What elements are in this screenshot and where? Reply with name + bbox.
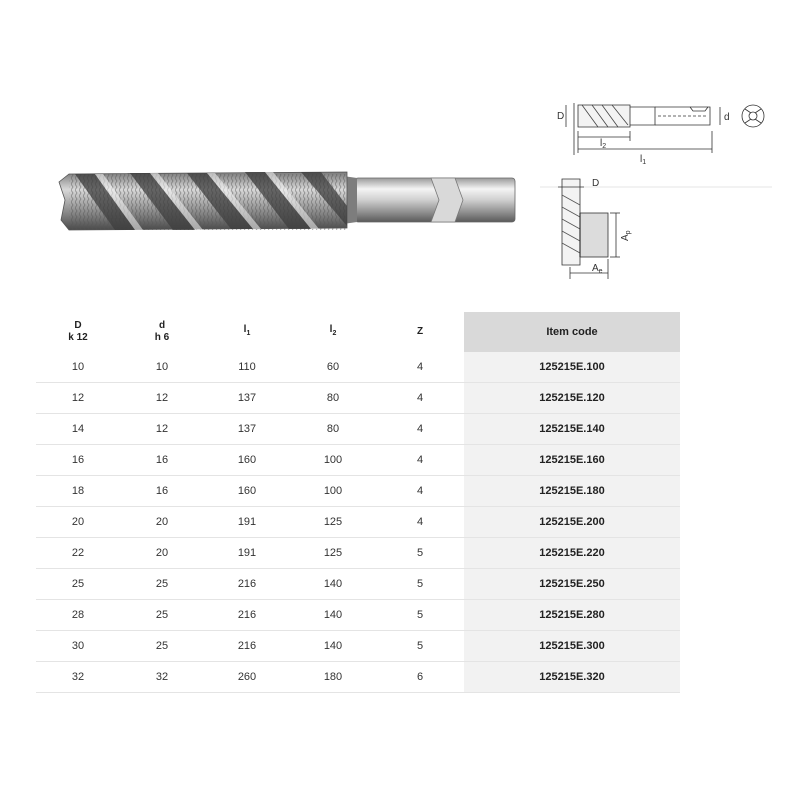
cell-d: 32 (120, 662, 204, 693)
cell-item-code[interactable]: 125215E.100 (464, 352, 680, 383)
table-row (36, 507, 680, 538)
cell-D: 10 (36, 352, 120, 383)
engagement-view-drawing (558, 179, 620, 279)
cell-l1: 216 (204, 569, 290, 600)
cell-D: 25 (36, 569, 120, 600)
cell-d: 20 (120, 507, 204, 538)
header-z: Z (416, 326, 424, 337)
cell-z: 5 (376, 600, 464, 631)
table-row (36, 600, 680, 631)
table-row (36, 383, 680, 414)
cell-z: 5 (376, 569, 464, 600)
cell-item-code[interactable]: 125215E.300 (464, 631, 680, 662)
table-row (36, 352, 680, 383)
side-view-drawing (566, 103, 764, 155)
cell-l2: 80 (290, 383, 376, 414)
cell-z: 5 (376, 631, 464, 662)
cell-l1: 191 (204, 538, 290, 569)
cell-d: 16 (120, 476, 204, 507)
cell-l1: 216 (204, 631, 290, 662)
cell-l2: 140 (290, 600, 376, 631)
cell-l1: 191 (204, 507, 290, 538)
cell-l1: 216 (204, 600, 290, 631)
cell-l1: 260 (204, 662, 290, 693)
cell-D: 32 (36, 662, 120, 693)
cell-l2: 125 (290, 538, 376, 569)
cell-l1: 160 (204, 476, 290, 507)
cell-item-code[interactable]: 125215E.250 (464, 569, 680, 600)
cell-d: 12 (120, 383, 204, 414)
cell-l1: 137 (204, 414, 290, 445)
cell-item-code[interactable]: 125215E.320 (464, 662, 680, 693)
spec-table (36, 312, 680, 693)
label-D-bottom: D (592, 178, 600, 189)
label-ae: $A_e$ (592, 263, 603, 275)
cell-l2: 140 (290, 569, 376, 600)
cell-d: 25 (120, 600, 204, 631)
header-l1: $l_1$ (243, 324, 251, 337)
cell-d: 25 (120, 631, 204, 662)
table-header-row (36, 312, 680, 352)
label-ap: $A_p$ (620, 230, 632, 241)
cell-l1: 160 (204, 445, 290, 476)
table-row (36, 631, 680, 662)
cell-item-code[interactable]: 125215E.280 (464, 600, 680, 631)
cell-item-code[interactable]: 125215E.180 (464, 476, 680, 507)
cell-d: 20 (120, 538, 204, 569)
cell-item-code[interactable]: 125215E.140 (464, 414, 680, 445)
cell-item-code[interactable]: 125215E.160 (464, 445, 680, 476)
table-row (36, 569, 680, 600)
label-l2: $l_2$ (600, 138, 607, 150)
table-row (36, 662, 680, 693)
cell-z: 4 (376, 414, 464, 445)
cell-z: 4 (376, 352, 464, 383)
cell-D: 22 (36, 538, 120, 569)
cell-l1: 110 (204, 352, 290, 383)
table-row (36, 538, 680, 569)
table-row (36, 414, 680, 445)
dimension-diagram (540, 95, 780, 295)
cell-D: 20 (36, 507, 120, 538)
cell-l1: 137 (204, 383, 290, 414)
header-item-code: Item code (464, 312, 680, 352)
header-d: d h 6 (154, 320, 170, 343)
cell-z: 4 (376, 445, 464, 476)
cell-l2: 125 (290, 507, 376, 538)
end-mill-photo (55, 160, 525, 240)
cell-D: 30 (36, 631, 120, 662)
cell-D: 12 (36, 383, 120, 414)
cell-item-code[interactable]: 125215E.200 (464, 507, 680, 538)
cell-D: 16 (36, 445, 120, 476)
cell-z: 4 (376, 383, 464, 414)
label-d-top: d (724, 112, 730, 123)
cell-d: 25 (120, 569, 204, 600)
table-row (36, 476, 680, 507)
cell-z: 5 (376, 538, 464, 569)
cell-item-code[interactable]: 125215E.120 (464, 383, 680, 414)
cell-z: 4 (376, 476, 464, 507)
cell-z: 4 (376, 507, 464, 538)
label-D-top: D (557, 111, 565, 122)
cell-d: 10 (120, 352, 204, 383)
label-l1: $l_1$ (640, 154, 647, 166)
cell-d: 16 (120, 445, 204, 476)
cell-D: 28 (36, 600, 120, 631)
cell-item-code[interactable]: 125215E.220 (464, 538, 680, 569)
cell-l2: 60 (290, 352, 376, 383)
cell-d: 12 (120, 414, 204, 445)
cell-D: 18 (36, 476, 120, 507)
cell-l2: 180 (290, 662, 376, 693)
cell-D: 14 (36, 414, 120, 445)
table-row (36, 445, 680, 476)
cell-l2: 80 (290, 414, 376, 445)
header-D: D k 12 (68, 320, 88, 343)
cell-z: 6 (376, 662, 464, 693)
cell-l2: 100 (290, 445, 376, 476)
header-l2: $l_2$ (329, 324, 337, 337)
cell-l2: 100 (290, 476, 376, 507)
cell-l2: 140 (290, 631, 376, 662)
